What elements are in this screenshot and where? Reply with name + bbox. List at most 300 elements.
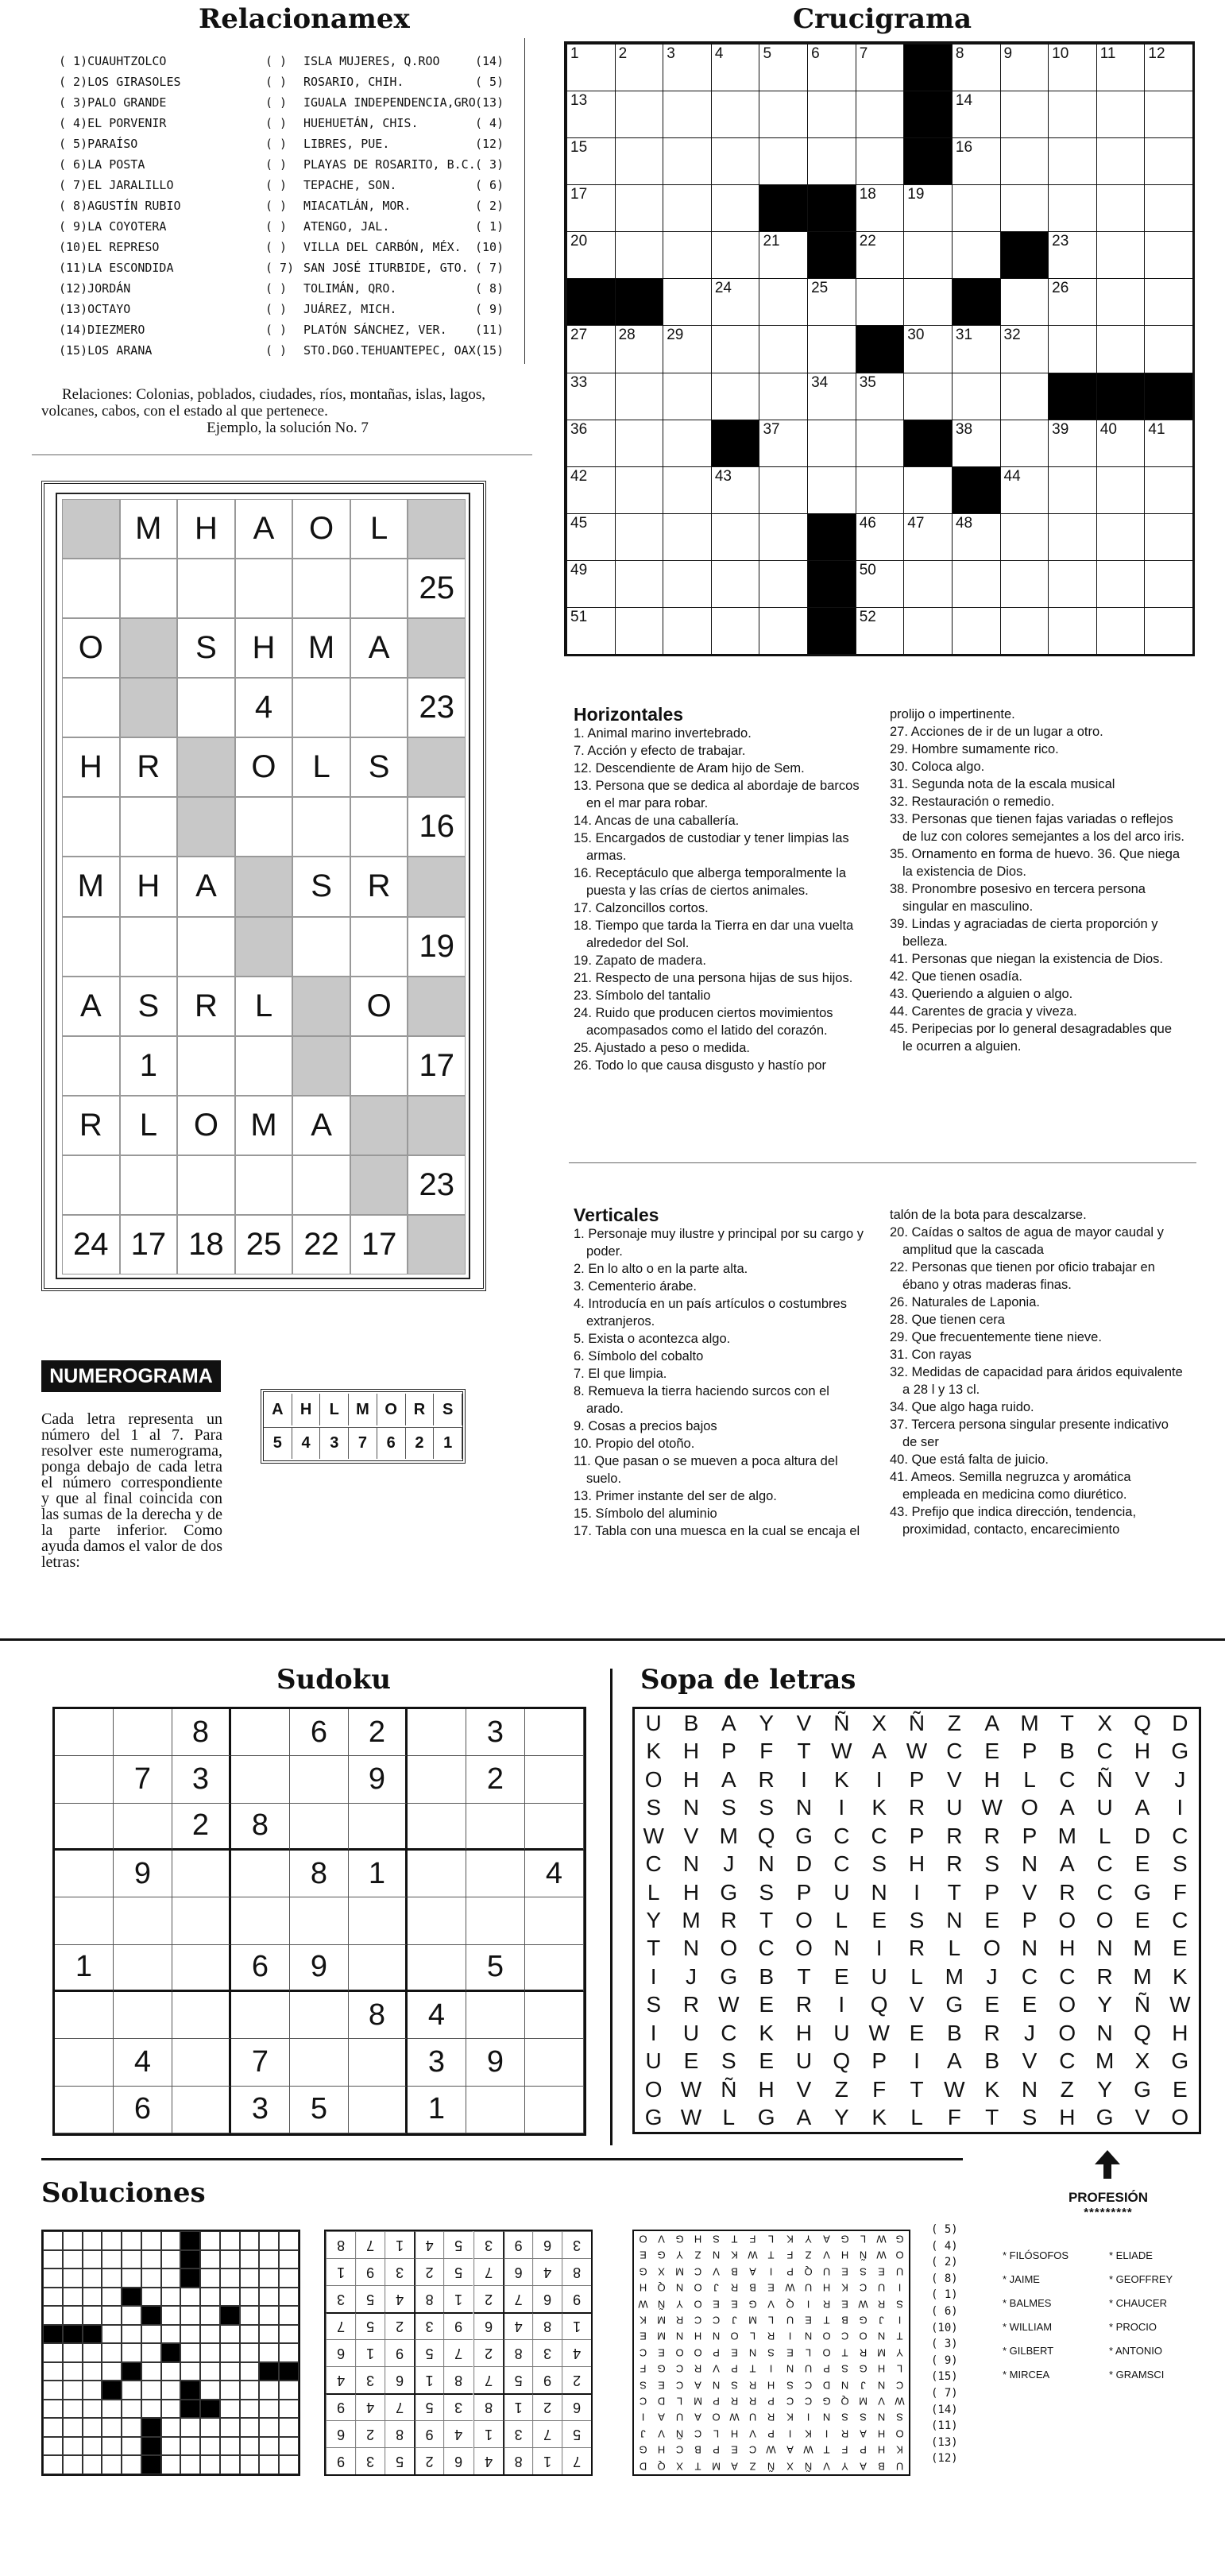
crossword-cell xyxy=(856,137,905,185)
numerograma-cell xyxy=(62,499,120,559)
word-search-solution-letter: N xyxy=(675,2330,684,2343)
sudoku-solution-cell: 9 xyxy=(532,2366,562,2393)
crossword-solution-cell xyxy=(200,2269,220,2288)
crossword-solution-cell xyxy=(240,2306,260,2325)
word-search-solution-letter: C xyxy=(694,2427,702,2440)
sudoku-solution-cell: 7 xyxy=(562,2447,591,2474)
numerograma-cell: H xyxy=(177,499,235,559)
relacionamex-answer-slot: ( ) xyxy=(265,137,288,151)
crossword-cell xyxy=(1096,560,1146,608)
word-search-letter: K xyxy=(833,1766,849,1792)
word-search-solution-letter: E xyxy=(840,2298,848,2311)
word-search-letter: G xyxy=(945,1992,964,2017)
word-search-solution-letter: R xyxy=(767,2330,775,2343)
word-search-solution-letter: C xyxy=(675,2379,684,2392)
crossword-cell xyxy=(1000,560,1049,608)
crossword-solution-cell xyxy=(259,2306,279,2325)
word-search-letter: R xyxy=(758,1766,775,1792)
word-search-solution-letter: A xyxy=(694,2379,702,2392)
sudoku-solution-cell: 1 xyxy=(473,2420,503,2447)
word-search-letter: V xyxy=(1022,2048,1038,2074)
crossword-solution-cell xyxy=(180,2325,200,2344)
sudoku-solution-cell: 8 xyxy=(326,2231,355,2258)
word-search-letter: M xyxy=(1096,2048,1115,2074)
word-search-solution-letter: O xyxy=(712,2412,721,2424)
crossword-clue-number: 33 xyxy=(570,373,588,391)
sudoku-cell xyxy=(114,1945,172,1992)
crossword-solution-cell xyxy=(161,2362,181,2381)
word-search-letter: W xyxy=(643,1823,664,1848)
word-search-letter: I xyxy=(875,1766,883,1792)
horizontal-clue: prolijo o impertinente. xyxy=(890,707,1015,721)
word-search-solution-letter: E xyxy=(804,2314,812,2327)
sudoku-solution-cell: 4 xyxy=(473,2447,503,2474)
relacionamex-answer-slot: ( ) xyxy=(265,219,288,234)
crossword-cell xyxy=(711,278,760,326)
sudoku-solution-cell: 7 xyxy=(473,2366,503,2393)
crossword-solution-cell xyxy=(102,2362,122,2381)
numerograma-cell: 22 xyxy=(292,1215,350,1274)
word-search-solution-letter: L xyxy=(896,2362,903,2375)
crossword-solution-cell xyxy=(200,2231,220,2250)
crossword-cell xyxy=(759,607,808,655)
crossword-solution-cell xyxy=(63,2288,83,2307)
word-search-solution-letter: W xyxy=(858,2298,868,2311)
crossword-solution-cell xyxy=(220,2250,240,2269)
word-search-solution-letter: C xyxy=(639,2395,647,2408)
word-search-letter: N xyxy=(946,1907,963,1932)
numerograma-cell xyxy=(292,678,350,737)
word-search-solution-letter: N xyxy=(713,2379,721,2392)
relacionamex-answer-slot: ( ) xyxy=(265,116,288,130)
word-list-item: * ELIADE xyxy=(1109,2249,1153,2261)
numerograma-cell: H xyxy=(62,737,120,797)
divider xyxy=(0,1638,1225,1641)
crossword-cell xyxy=(952,231,1001,279)
sudoku-solution-cell: 2 xyxy=(562,2366,591,2393)
vertical-clue: 37. Tercera persona singular presente indicativo de ser xyxy=(890,1418,1169,1449)
word-search-letter: J xyxy=(986,1963,998,1989)
crossword-clue-number: 10 xyxy=(1052,45,1069,62)
word-search-solution-letter: S xyxy=(840,2362,848,2375)
word-search-letter: Q xyxy=(833,2048,851,2074)
horizontal-clue: 1. Animal marino invertebrado. xyxy=(574,726,752,741)
word-search-solution-letter: C xyxy=(749,2443,757,2456)
word-search-letter: T xyxy=(797,1963,811,1989)
word-search-letter: N xyxy=(682,1851,700,1877)
word-search-solution-letter: V xyxy=(749,2427,757,2440)
horizontales-col-b xyxy=(890,706,1185,1055)
word-search-solution-letter: E xyxy=(640,2330,647,2343)
word-list-item: * JAIME xyxy=(1003,2273,1040,2285)
sudoku-solution-cell: 4 xyxy=(562,2339,591,2366)
word-search-solution-letter: S xyxy=(767,2346,775,2359)
numerograma-cell xyxy=(408,618,466,678)
relacionamex-row xyxy=(59,302,551,323)
crossword-solution-cell xyxy=(240,2250,260,2269)
word-search-letter: R xyxy=(983,1823,1000,1848)
word-list-item: * WILLIAM xyxy=(1003,2321,1053,2333)
word-search-solution-letter: O xyxy=(822,2346,831,2359)
relacionamex-number: ( 6) xyxy=(475,178,504,192)
word-search-letter: H xyxy=(682,1766,700,1792)
crossword-solution-cell xyxy=(279,2288,299,2307)
word-search-solution-letter: W xyxy=(748,2249,759,2262)
crossword-cell xyxy=(1096,137,1146,185)
word-search-letter: P xyxy=(1022,1823,1038,1848)
word-search-solution-letter: I xyxy=(806,2412,810,2424)
word-search-letter: D xyxy=(1134,1823,1151,1848)
crossword-clue-number: 41 xyxy=(1148,420,1165,438)
sudoku-solution-cell: 9 xyxy=(414,2420,443,2447)
sudoku-cell xyxy=(525,1945,584,1992)
word-search-solution-letter: Y xyxy=(676,2298,683,2311)
relacionamex-answer-slot: ( ) xyxy=(265,240,288,254)
word-search-solution-letter: I xyxy=(825,2427,828,2440)
word-search-letter: N xyxy=(682,1936,700,1961)
crossword-cell xyxy=(1144,184,1193,232)
numerograma-cell: S xyxy=(120,977,178,1036)
sudoku-solution-cell: 7 xyxy=(473,2258,503,2285)
crossword-cell xyxy=(1144,231,1193,279)
word-search-solution-letter: H xyxy=(731,2427,739,2440)
relacionamex-title: Relacionamex xyxy=(199,3,410,35)
crossword-cell xyxy=(1048,137,1097,185)
word-search-letter: H xyxy=(758,2076,775,2102)
relacionamex-solution-item: (11) xyxy=(931,2419,958,2433)
word-search-solution-letter: E xyxy=(767,2281,775,2294)
numerograma-cell: R xyxy=(62,1096,120,1155)
word-search-letter: O xyxy=(644,2076,663,2102)
crossword-cell xyxy=(807,184,856,232)
crossword-solution-cell xyxy=(43,2250,63,2269)
crossword-clue-number: 48 xyxy=(955,514,973,532)
crossword-cell xyxy=(856,513,905,561)
numerograma-cell xyxy=(292,1155,350,1215)
crossword-cell xyxy=(759,560,808,608)
crossword-cell xyxy=(1096,466,1146,514)
word-search-solution-letter: C xyxy=(840,2330,848,2343)
word-search-letter: R xyxy=(908,1795,926,1820)
relacionamex-left-item: ( 8)AGUSTÍN RUBIO xyxy=(59,199,181,213)
sudoku-solution-cell: 3 xyxy=(503,2420,532,2447)
vertical-clue: 5. Exista o acontezca algo. xyxy=(574,1332,731,1346)
vertical-clue: 8. Remueva la tierra haciendo surcos con el arado. xyxy=(574,1384,829,1416)
crossword-cell xyxy=(952,373,1001,420)
word-search-letter: I xyxy=(650,1963,657,1989)
crossword-clue-number: 27 xyxy=(570,327,588,344)
crossword-cell xyxy=(952,607,1001,655)
crossword-solution-cell xyxy=(141,2400,161,2419)
word-search-letter: I xyxy=(914,1879,920,1905)
word-search-letter: A xyxy=(1134,1795,1150,1820)
crossword-cell xyxy=(566,44,616,91)
crossword-cell xyxy=(663,373,712,420)
word-search-letter: A xyxy=(1059,1795,1075,1820)
crossword-solution-cell xyxy=(122,2362,141,2381)
crossword-cell xyxy=(1000,513,1049,561)
crossword-solution-cell xyxy=(200,2455,220,2474)
crossword-cell xyxy=(1000,184,1049,232)
word-search-solution-letter: C xyxy=(675,2443,684,2456)
crossword-solution-cell xyxy=(279,2381,299,2400)
crossword-cell xyxy=(903,91,953,138)
relacionamex-row xyxy=(59,199,551,219)
sudoku-solution-cell: 4 xyxy=(355,2393,385,2420)
word-search-letter: U xyxy=(871,1963,887,1989)
word-search-solution-letter: G xyxy=(639,2265,647,2278)
crossword-solution-cell xyxy=(220,2325,240,2344)
sudoku-cell xyxy=(114,1992,172,2039)
word-search-letter: H xyxy=(1172,2020,1188,2045)
word-search-solution-letter: V xyxy=(822,2460,830,2473)
crossword-cell xyxy=(1048,420,1097,467)
numerograma-cell: S xyxy=(292,857,350,916)
relacionamex-number: (11) xyxy=(475,323,504,337)
crossword-cell xyxy=(615,44,664,91)
verticales-heading: Verticales xyxy=(574,1205,659,1225)
numerograma-cell: H xyxy=(235,618,293,678)
crossword-solution-cell xyxy=(102,2400,122,2419)
sudoku-solution-cell: 6 xyxy=(385,2366,414,2393)
relacionamex-number: (14) xyxy=(475,54,504,68)
crossword-solution-cell xyxy=(161,2343,181,2362)
word-search-solution-letter: O xyxy=(694,2298,702,2311)
vertical-clue: 29. Que frecuentemente tiene nieve. xyxy=(890,1330,1102,1344)
crossword-cell xyxy=(903,560,953,608)
word-search-solution-letter: O xyxy=(895,2427,904,2440)
word-search-letter: S xyxy=(1172,1851,1188,1877)
word-search-letter: S xyxy=(871,1851,887,1877)
sudoku-cell xyxy=(525,1804,584,1851)
word-search-letter: S xyxy=(759,1879,774,1905)
crossword-cell xyxy=(807,325,856,373)
relacionamex-left-item: ( 3)PALO GRANDE xyxy=(59,95,167,110)
sudoku-cell xyxy=(55,1851,114,1897)
word-search-letter: G xyxy=(757,2105,775,2130)
numerograma-cell: R xyxy=(120,737,178,797)
profesion-stars: ********* xyxy=(1084,2206,1133,2219)
sudoku-solution-cell: 3 xyxy=(385,2258,414,2285)
word-search-letter: V xyxy=(796,2076,812,2102)
word-search-solution-letter: B xyxy=(878,2460,885,2473)
word-search-letter: C xyxy=(1096,1739,1113,1764)
sudoku-cell xyxy=(349,2039,408,2086)
crossword-solution-cell xyxy=(180,2381,200,2400)
sudoku-cell xyxy=(231,1897,290,1944)
crossword-cell xyxy=(615,231,664,279)
word-search-solution-letter: R xyxy=(840,2427,848,2440)
crossword-clue-number: 25 xyxy=(811,280,829,297)
numerograma-cell xyxy=(235,857,293,916)
horizontal-clue: 31. Segunda nota de la escala musical xyxy=(890,777,1115,791)
crossword-cell xyxy=(1144,560,1193,608)
relacionamex-row xyxy=(59,116,551,137)
crossword-solution-cell xyxy=(43,2362,63,2381)
crossword-clue-number: 18 xyxy=(859,186,876,203)
relacionamex-answer-slot: ( ) xyxy=(265,157,288,172)
word-search-solution-letter: H xyxy=(767,2379,775,2392)
crossword-cell xyxy=(807,137,856,185)
sudoku-solution-cell: 4 xyxy=(532,2258,562,2285)
crossword-solution-cell xyxy=(83,2381,102,2400)
sudoku-solution-cell: 9 xyxy=(326,2393,355,2420)
crossword-clue-number: 17 xyxy=(570,186,588,203)
word-search-solution-letter: K xyxy=(786,2412,794,2424)
numerograma-cell xyxy=(177,917,235,977)
vertical-clue: 34. Que algo haga ruido. xyxy=(890,1400,1034,1414)
word-search-letter: H xyxy=(682,1739,700,1764)
divider xyxy=(610,1669,612,2145)
sudoku-solution-cell: 2 xyxy=(473,2285,503,2312)
word-search-letter: M xyxy=(1057,1823,1076,1848)
word-search-solution-letter: O xyxy=(730,2330,739,2343)
crossword-solution-cell xyxy=(279,2362,299,2381)
relacionamex-left-item: (11)LA ESCONDIDA xyxy=(59,261,174,275)
numerograma-cell: A xyxy=(235,499,293,559)
numerograma-cell xyxy=(235,917,293,977)
sudoku-cell xyxy=(231,1709,290,1756)
crossword-solution-cell xyxy=(63,2455,83,2474)
relacionamex-number: (13) xyxy=(475,95,504,110)
crossword-cell xyxy=(807,231,856,279)
crossword-solution-cell xyxy=(83,2455,102,2474)
sudoku-solution-cell: 5 xyxy=(443,2258,473,2285)
crossword-cell xyxy=(903,184,953,232)
crossword-solution-cell xyxy=(180,2288,200,2307)
crossword-clue-number: 50 xyxy=(859,561,876,578)
crossword-solution-cell xyxy=(141,2231,161,2250)
word-search-solution-letter: U xyxy=(804,2281,812,2294)
numerograma-cell xyxy=(177,737,235,797)
numerograma-key-letter: A xyxy=(264,1394,292,1425)
word-search-letter: M xyxy=(719,1823,738,1848)
vertical-clue: 6. Símbolo del cobalto xyxy=(574,1349,704,1363)
crossword-cell xyxy=(1096,278,1146,326)
word-search-letter: O xyxy=(795,1907,813,1932)
vertical-clue: 10. Propio del otoño. xyxy=(574,1437,695,1451)
numerograma-cell xyxy=(408,737,466,797)
sudoku-cell xyxy=(172,1945,231,1992)
word-search-letter: I xyxy=(838,1992,845,2017)
word-search-solution-letter: S xyxy=(860,2412,867,2424)
crucigrama-title: Crucigrama xyxy=(793,3,972,35)
crossword-solution-cell xyxy=(180,2455,200,2474)
word-search-letter: E xyxy=(984,1907,999,1932)
sudoku-solution-cell: 3 xyxy=(355,2447,385,2474)
word-search-solution-letter: G xyxy=(675,2233,684,2245)
crossword-cell xyxy=(663,325,712,373)
crossword-cell xyxy=(856,420,905,467)
word-search-letter: S xyxy=(646,1795,661,1820)
numerograma-cell xyxy=(62,1155,120,1215)
word-search-letter: U xyxy=(1096,1795,1113,1820)
sudoku-solution-cell: 4 xyxy=(503,2312,532,2339)
sudoku-cell: 1 xyxy=(349,1851,408,1897)
crossword-clue-number: 21 xyxy=(763,233,780,250)
numerograma-cell xyxy=(350,1096,408,1155)
word-search-letter: D xyxy=(795,1851,813,1877)
crossword-solution-cell xyxy=(122,2250,141,2269)
word-search-solution-letter: S xyxy=(713,2233,721,2245)
word-search-solution-letter: W xyxy=(784,2281,795,2294)
crossword-solution-cell xyxy=(122,2269,141,2288)
horizontal-clue: 13. Persona que se dedica al abordaje de barcos en el mar para robar. xyxy=(574,779,860,810)
crossword-cell xyxy=(903,325,953,373)
crossword-cell xyxy=(759,231,808,279)
relacionamex-number: (12) xyxy=(475,137,504,151)
word-search-solution-letter: C xyxy=(786,2395,794,2408)
crossword-cell xyxy=(807,420,856,467)
crossword-solution-cell xyxy=(180,2306,200,2325)
horizontal-clue: 19. Zapato de madera. xyxy=(574,953,706,968)
numerograma-cell: M xyxy=(235,1096,293,1155)
word-search-letter: Z xyxy=(834,2076,848,2102)
word-search-solution-letter: U xyxy=(786,2314,794,2327)
horizontales-heading: Horizontales xyxy=(574,704,684,725)
crossword-solution-cell xyxy=(63,2250,83,2269)
crossword-solution-cell xyxy=(220,2381,240,2400)
crossword-solution-cell xyxy=(259,2269,279,2288)
crossword-cell xyxy=(615,325,664,373)
numerograma-key-number: 2 xyxy=(406,1427,435,1459)
numerograma-cell xyxy=(235,797,293,857)
crossword-clue-number: 45 xyxy=(570,514,588,532)
word-search-letter: C xyxy=(1021,1963,1038,1989)
word-search-solution-letter: P xyxy=(822,2362,830,2375)
crossword-clue-number: 19 xyxy=(907,186,925,203)
crossword-solution-cell xyxy=(161,2437,181,2456)
crossword-cell xyxy=(1048,560,1097,608)
crossword-cell xyxy=(807,466,856,514)
sudoku-solution-cell: 1 xyxy=(443,2285,473,2312)
crossword-cell xyxy=(1000,278,1049,326)
sudoku-solution-cell: 5 xyxy=(355,2285,385,2312)
horizontal-clue: 41. Personas que niegan la existencia de Dios. xyxy=(890,952,1163,966)
crossword-cell xyxy=(856,278,905,326)
numerograma-key-letter: M xyxy=(349,1394,377,1425)
word-search-solution-letter: F xyxy=(640,2362,647,2375)
word-search-letter: U xyxy=(645,1710,662,1735)
crossword-cell xyxy=(1144,44,1193,91)
crossword-solution-cell xyxy=(83,2306,102,2325)
crossword-solution-cell xyxy=(43,2381,63,2400)
crossword-solution-cell xyxy=(83,2418,102,2437)
crossword-cell xyxy=(566,373,616,420)
crossword-solution-cell xyxy=(63,2437,83,2456)
crossword-solution-cell xyxy=(83,2269,102,2288)
numerograma-cell: L xyxy=(350,499,408,559)
relacionamex-left-item: ( 1)CUAUHTZOLCO xyxy=(59,54,167,68)
sudoku-cell: 5 xyxy=(466,1945,525,1992)
relacionamex-row xyxy=(59,281,551,302)
numerograma-key-letter: R xyxy=(406,1394,435,1425)
crossword-solution-cell xyxy=(83,2250,102,2269)
crossword-solution-cell xyxy=(63,2306,83,2325)
word-list-item: * CHAUCER xyxy=(1109,2297,1167,2309)
sudoku-cell: 4 xyxy=(408,1992,466,2039)
crossword-cell xyxy=(1048,373,1097,420)
crossword-solution-cell xyxy=(141,2325,161,2344)
crossword-solution-cell xyxy=(83,2400,102,2419)
crossword-solution-cell xyxy=(279,2250,299,2269)
crossword-solution-cell xyxy=(200,2250,220,2269)
numerograma-cell xyxy=(120,1155,178,1215)
crossword-solution-cell xyxy=(102,2343,122,2362)
word-search-letter: P xyxy=(909,1823,925,1848)
crossword-clue-number: 52 xyxy=(859,608,876,625)
sudoku-cell xyxy=(231,1851,290,1897)
